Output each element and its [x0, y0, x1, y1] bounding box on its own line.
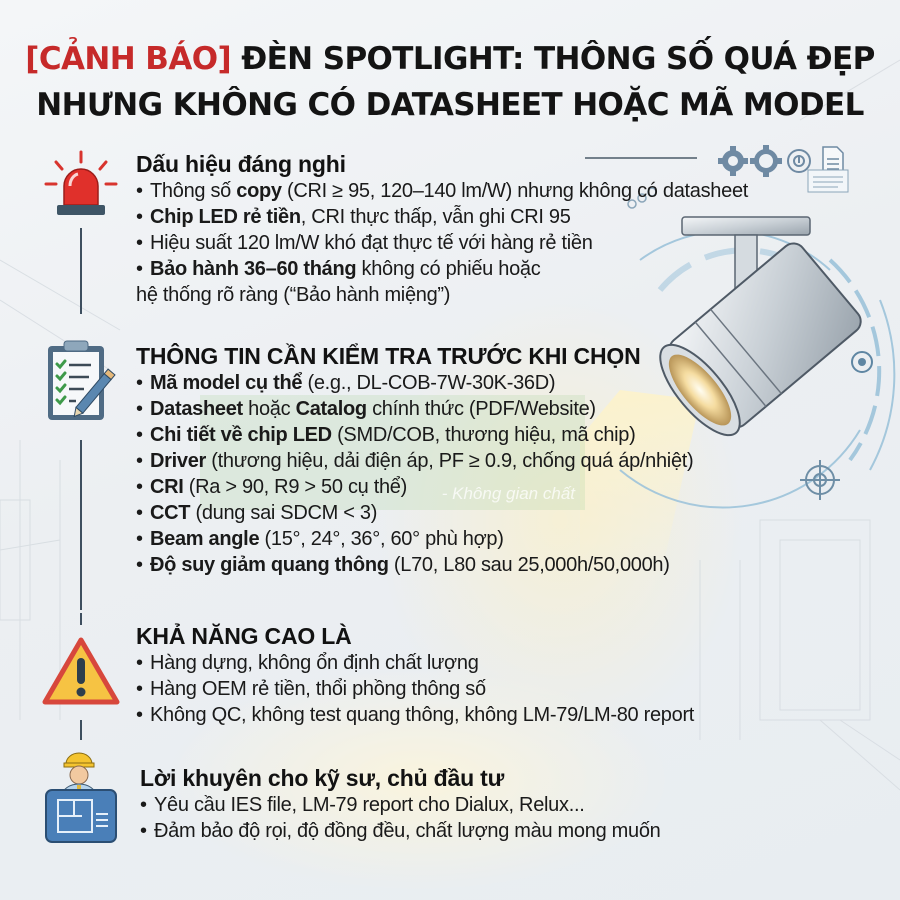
warning-tag: [CẢNH BÁO]	[25, 41, 232, 77]
list-item: • Bảo hành 36–60 tháng không có phiếu hoặc	[136, 258, 541, 280]
watermark-tagline: - Không gian chất	[441, 484, 575, 503]
list-item: • Đảm bảo độ rọi, độ đồng đều, chất lượng màu mong muốn	[140, 820, 661, 842]
list-item: • Datasheet hoặc Catalog chính thức (PDF/Website)	[136, 398, 596, 420]
list-item: • Mã model cụ thể (e.g., DL-COB-7W-30K-36D)	[136, 372, 556, 394]
list-item-continuation: hệ thống rõ ràng (“Bảo hành miệng”)	[136, 284, 451, 306]
engineer-blueprint-icon	[44, 752, 120, 852]
section-likely-outcomes	[136, 622, 694, 728]
list-item: • Hàng OEM rẻ tiền, thổi phồng thông số	[136, 678, 486, 700]
page-title	[0, 36, 900, 128]
section-heading: THÔNG TIN CẦN KIỂM TRA TRƯỚC KHI CHỌN	[136, 343, 641, 369]
list-item: • Beam angle (15°, 24°, 36°, 60° phù hợp)	[136, 528, 504, 550]
bullet-list	[140, 792, 660, 844]
list-item: • Chi tiết về chip LED (SMD/COB, thương hiệu, mã chip)	[136, 424, 636, 446]
list-item: • Thông số copy (CRI ≥ 95, 120–140 lm/W) nhưng không có datasheet	[136, 180, 749, 202]
list-item: • Không QC, không test quang thông, không LM-79/LM-80 report	[136, 704, 695, 726]
list-item: • Độ suy giảm quang thông (L70, L80 sau 25,000h/50,000h)	[136, 554, 670, 576]
section-heading: KHẢ NĂNG CAO LÀ	[136, 623, 352, 649]
spec-card-icon	[808, 170, 848, 192]
section-advice	[140, 764, 660, 844]
list-item: • Hiệu suất 120 lm/W khó đạt thực tế với hàng rẻ tiền	[136, 232, 593, 254]
bullet-list	[136, 370, 693, 578]
list-item: • Yêu cầu IES file, LM-79 report cho Dialux, Relux...	[140, 794, 585, 816]
section-suspicious-signs	[136, 150, 748, 308]
warning-triangle-icon	[42, 636, 120, 706]
connector-line	[80, 613, 82, 625]
list-item: • Hàng dựng, không ổn định chất lượng	[136, 652, 479, 674]
list-item: • CCT (dung sai SDCM < 3)	[136, 502, 378, 524]
title-line-2: NHƯNG KHÔNG CÓ DATASHEET HOẶC MÃ MODEL	[36, 87, 864, 123]
title-line-1-text: ĐÈN SPOTLIGHT: THÔNG SỐ QUÁ ĐẸP	[231, 41, 875, 77]
title-line-1	[0, 36, 900, 82]
connector-line	[80, 228, 82, 314]
siren-icon	[42, 150, 120, 220]
section-heading: Dấu hiệu đáng nghi	[136, 151, 346, 177]
connector-line	[80, 720, 82, 740]
list-item: • Chip LED rẻ tiền, CRI thực thấp, vẫn ghi CRI 95	[136, 206, 571, 228]
list-item: • CRI (Ra > 90, R9 > 50 cụ thể)	[136, 476, 407, 498]
bullet-list	[136, 178, 748, 308]
bullet-list	[136, 650, 694, 728]
connector-line	[80, 440, 82, 610]
list-item: • Driver (thương hiệu, dải điện áp, PF ≥ 0.9, chống quá áp/nhiệt)	[136, 450, 694, 472]
target-icon	[800, 460, 840, 500]
clipboard-checklist-icon	[46, 338, 122, 434]
section-heading: Lời khuyên cho kỹ sư, chủ đầu tư	[140, 765, 505, 791]
section-check-before-choosing	[136, 342, 693, 578]
